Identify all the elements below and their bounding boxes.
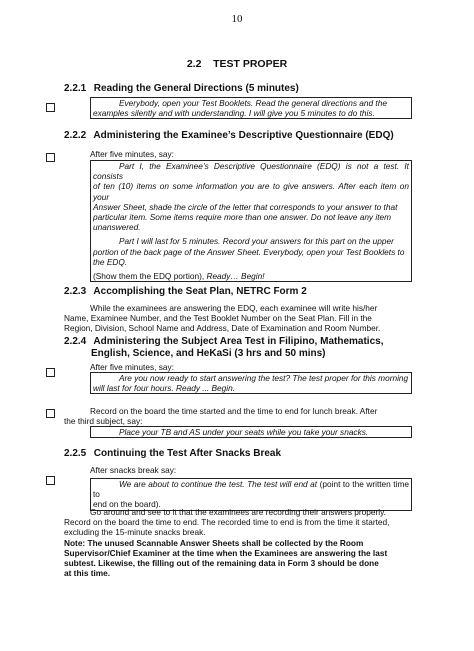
- section-number: 2.2.1: [64, 83, 87, 94]
- paragraph-line: Name, Examinee Number, and the Test Booklet Number on the Seat Plan. Fill in the: [64, 313, 372, 324]
- script-box-2-2-4: [90, 372, 412, 394]
- note-line: at this time.: [64, 568, 111, 579]
- script-box-2-2-2: [90, 160, 412, 282]
- checkbox-2-2-1[interactable]: [46, 103, 55, 112]
- script-box-snacks: [90, 426, 412, 438]
- script-line: Everybody, open your Test Booklets. Read the general directions and the: [119, 98, 387, 108]
- page-title: 2.2 TEST PROPER: [186, 58, 288, 70]
- seat-plan-paragraph: [64, 303, 414, 334]
- script-line: will last for four hours. Ready ... Begin.: [93, 383, 236, 394]
- section-heading-2-2-2: [64, 130, 394, 142]
- record-time-paragraph: [64, 406, 414, 426]
- script-line: Are you now ready to start answering the test? The test proper for this morning: [119, 373, 409, 383]
- checkbox-2-2-2[interactable]: [46, 153, 55, 162]
- stage-direction: (Show them the EDQ portion),: [93, 271, 207, 282]
- instruction-text: After five minutes, say:: [90, 149, 174, 159]
- paragraph-line: Record on the board the time started and the time to end for lunch break. After: [90, 406, 378, 416]
- paragraph-line: Go around and see to it that the examinees are recording their answers properly.: [90, 507, 386, 517]
- section-number: 2.2.4: [64, 336, 87, 347]
- section-heading-2-2-4: [64, 336, 383, 348]
- script-line: Place your TB and AS under your seats while you take your snacks.: [119, 427, 369, 437]
- checkbox-2-2-5[interactable]: [46, 476, 55, 485]
- instruction-text: After snacks break say:: [90, 465, 177, 475]
- paragraph-line: the third subject, say:: [64, 416, 143, 427]
- script-line: particular item. Some items require more than one answer. Do not leave any item: [93, 212, 392, 223]
- paragraph-line: Record on the board the time to end. The recorded time to end is from the time it started,: [64, 517, 390, 528]
- script-line: of ten (10) items on some information you are to give answers. After each item on your: [93, 181, 409, 202]
- script-line: examples silently and with understanding. I will give you 5 minutes to do this.: [93, 108, 375, 119]
- section-title-continued: English, Science, and HeKaSi (3 hrs and 50 mins): [91, 348, 326, 359]
- section-number: 2.2.2: [64, 130, 87, 141]
- script-cue: Ready… Begin!: [206, 271, 265, 282]
- page-number: 10: [231, 13, 243, 25]
- script-line: the EDQ.: [93, 256, 128, 267]
- script-box-2-2-1: [90, 97, 412, 119]
- monitoring-paragraph: [64, 507, 414, 578]
- note-line: Note: The unused Scannable Answer Sheets shall be collected by the Room: [64, 537, 364, 548]
- section-title: Continuing the Test After Snacks Break: [93, 448, 282, 459]
- section-title: Reading the General Directions (5 minutes): [93, 83, 299, 94]
- section-title: Administering the Examinee’s Descriptive Questionnaire (EDQ): [93, 130, 394, 141]
- checkbox-2-2-4[interactable]: [46, 368, 55, 377]
- script-box-2-2-5: [90, 478, 412, 511]
- paragraph-line: While the examinees are answering the EDQ, each examinee will write his/her: [90, 303, 378, 313]
- stage-direction: end on the board).: [93, 499, 161, 510]
- instruction-text: After five minutes, say:: [90, 362, 174, 372]
- stage-direction: (point to the written time to: [93, 479, 409, 500]
- note-line: Supervisor/Chief Examiner at the time when the Examinees are answering the last: [64, 547, 388, 558]
- section-title: Accomplishing the Seat Plan, NETRC Form 2: [93, 286, 307, 297]
- paragraph-line: excluding the 15-minute snacks break.: [64, 527, 206, 538]
- paragraph-line: Region, Division, School Name and Address, Date of Examination and Room Number.: [64, 323, 381, 334]
- script-line: Part I, the Examinee’s Descriptive Questionnaire (EDQ) is not a test. It consists: [93, 161, 409, 182]
- section-heading-2-2-5: [64, 448, 281, 460]
- section-number: 2.2.5: [64, 448, 87, 459]
- section-number: 2.2.3: [64, 286, 87, 297]
- script-line: Answer Sheet, shade the circle of the letter that corresponds to your answer to that: [93, 201, 398, 212]
- checkbox-lunch-record[interactable]: [46, 409, 55, 418]
- section-title: Administering the Subject Area Test in Filipino, Mathematics,: [93, 336, 384, 347]
- script-line: Part I will last for 5 minutes. Record your answers for this part on the upper: [119, 236, 394, 247]
- note-line: subtest. Likewise, the filling out of the remaining data in Form 3 should be done: [64, 558, 379, 569]
- script-line: portion of the back page of the Answer Sheet. Everybody, open your Test Booklets to: [93, 246, 405, 257]
- script-line: We are about to continue the test. The test will end at: [119, 479, 318, 489]
- section-heading-2-2-1: [64, 83, 299, 95]
- script-line: unanswered.: [93, 222, 141, 233]
- section-heading-2-2-3: [64, 286, 307, 298]
